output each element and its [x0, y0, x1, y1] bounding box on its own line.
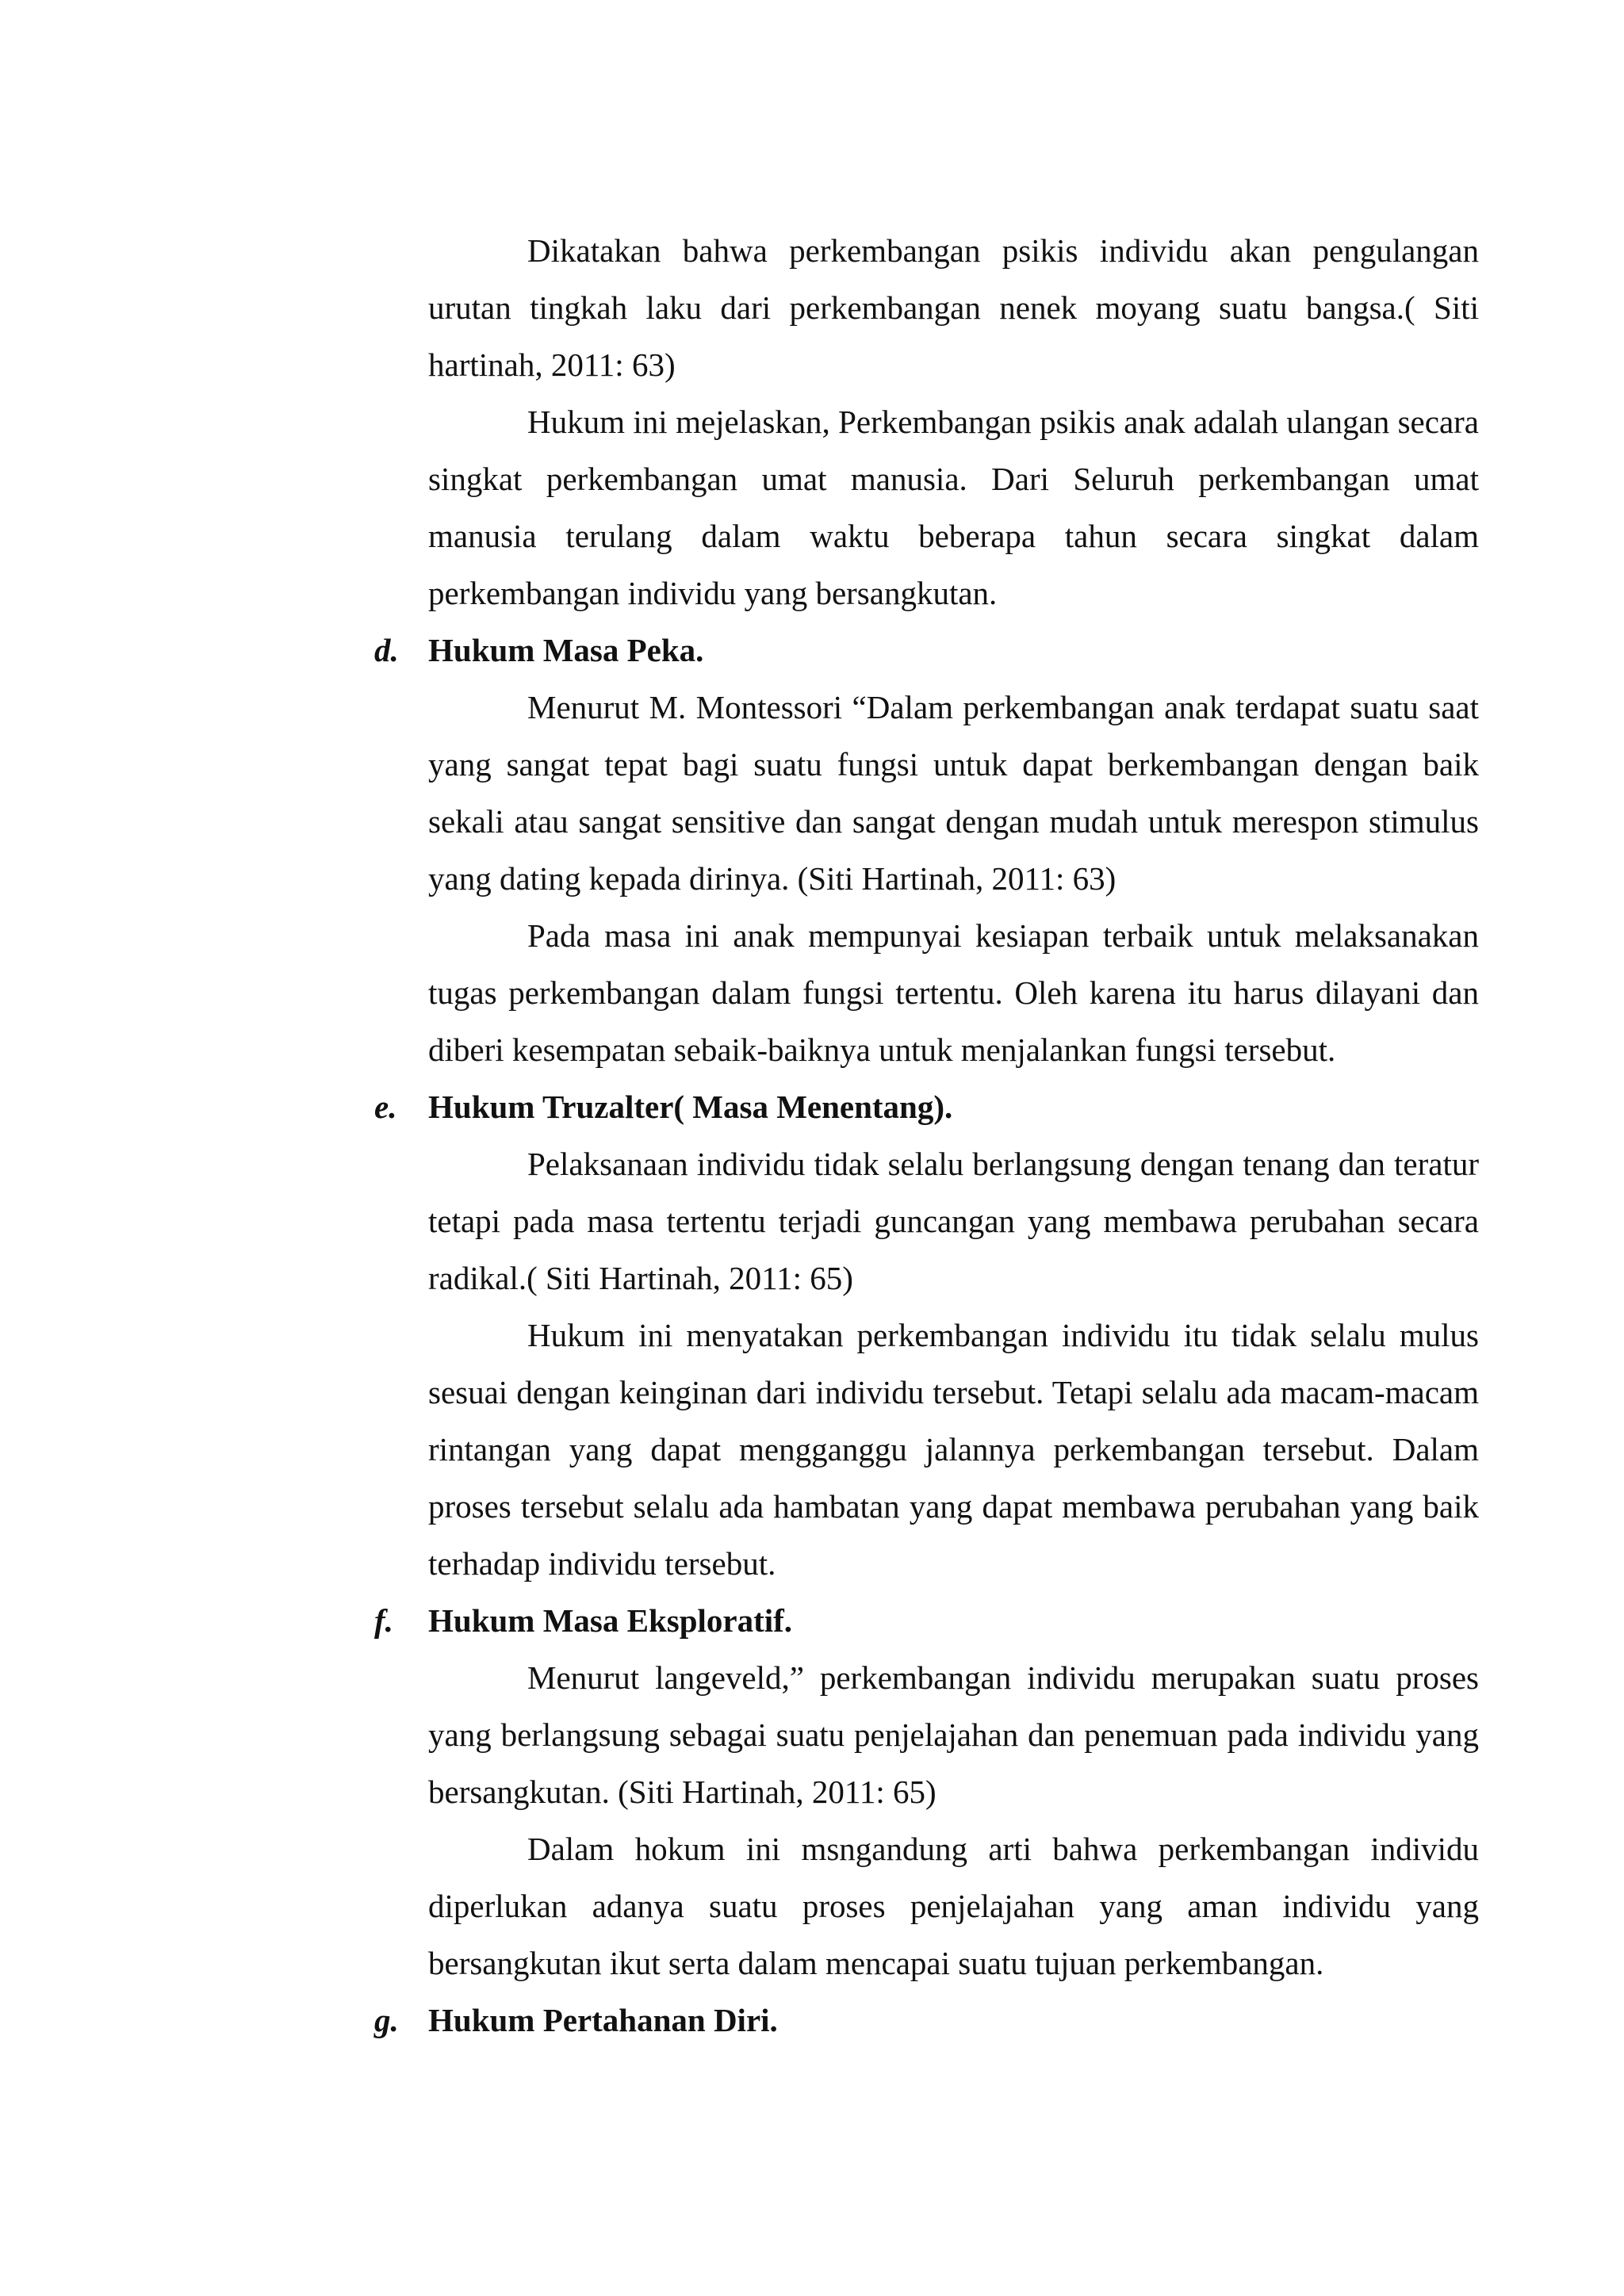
section-heading-e — [374, 1078, 1479, 1135]
paragraph-pengulangan: Dikatakan bahwa perkembangan psikis individu akan pengulangan urutan tingkah laku dari perkembangan nenek moyang suatu bangsa.( Siti hartinah, 2011: 63) — [428, 232, 1479, 383]
section-title: Hukum Truzalter( Masa Menentang). — [428, 1089, 953, 1125]
section-title: Hukum Masa Eksploratif. — [428, 1602, 793, 1639]
section-letter: g. — [374, 2002, 399, 2038]
page-content — [374, 222, 1479, 2049]
paragraph-pelaksanaan: Pelaksanaan individu tidak selalu berlangsung dengan tenang dan teratur tetapi pada masa tertentu terjadi guncangan yang membawa perubahan secara radikal.( Siti Hartinah, 2011: 65) — [428, 1146, 1479, 1296]
section-letter: e. — [374, 1089, 397, 1125]
paragraph-langeveld: Menurut langeveld,” perkembangan individu merupakan suatu proses yang berlangsung sebagai suatu penjelajahan dan penemuan pada individu yang bersangkutan. (Siti Hartinah, 2011: 65) — [428, 1659, 1479, 1810]
paragraph-hukum-menyatakan: Hukum ini menyatakan perkembangan individu itu tidak selalu mulus sesuai dengan keinginan dari individu tersebut. Tetapi selalu ada macam-macam rintangan yang dapat mengganggu jalannya perkembangan tersebut. Dalam proses tersebut selalu ada hambatan yang dapat membawa perubahan yang baik terhadap individu tersebut. — [428, 1317, 1479, 1582]
section-letter: d. — [374, 632, 399, 668]
section-heading-g — [374, 1992, 1479, 2049]
paragraph-montessori: Menurut M. Montessori “Dalam perkembangan anak terdapat suatu saat yang sangat tepat bagi suatu fungsi untuk dapat berkembangan dengan baik sekali atau sangat sensitive dan sangat dengan mudah untuk merespon stimulus yang dating kepada dirinya. (Siti Hartinah, 2011: 63) — [428, 689, 1479, 897]
paragraph-masa-peka: Pada masa ini anak mempunyai kesiapan terbaik untuk melaksanakan tugas perkembangan dalam fungsi tertentu. Oleh karena itu harus dilayani dan diberi kesempatan sebaik-baiknya untuk menjalankan fungsi tersebut. — [428, 917, 1479, 1068]
section-title: Hukum Pertahanan Diri. — [428, 2002, 778, 2038]
section-letter: f. — [374, 1602, 393, 1639]
paragraph-dalam-hokum: Dalam hokum ini msngandung arti bahwa perkembangan individu diperlukan adanya suatu proses penjelajahan yang aman individu yang bersangkutan ikut serta dalam mencapai suatu tujuan perkembangan. — [428, 1831, 1479, 1981]
section-title: Hukum Masa Peka. — [428, 632, 704, 668]
section-heading-d — [374, 622, 1479, 679]
paragraph-hukum-mejelaskan: Hukum ini mejelaskan, Perkembangan psikis anak adalah ulangan secara singkat perkembangan umat manusia. Dari Seluruh perkembangan umat manusia terulang dalam waktu beberapa tahun secara singkat dalam perkembangan individu yang bersangkutan. — [428, 404, 1479, 611]
section-heading-f — [374, 1592, 1479, 1649]
